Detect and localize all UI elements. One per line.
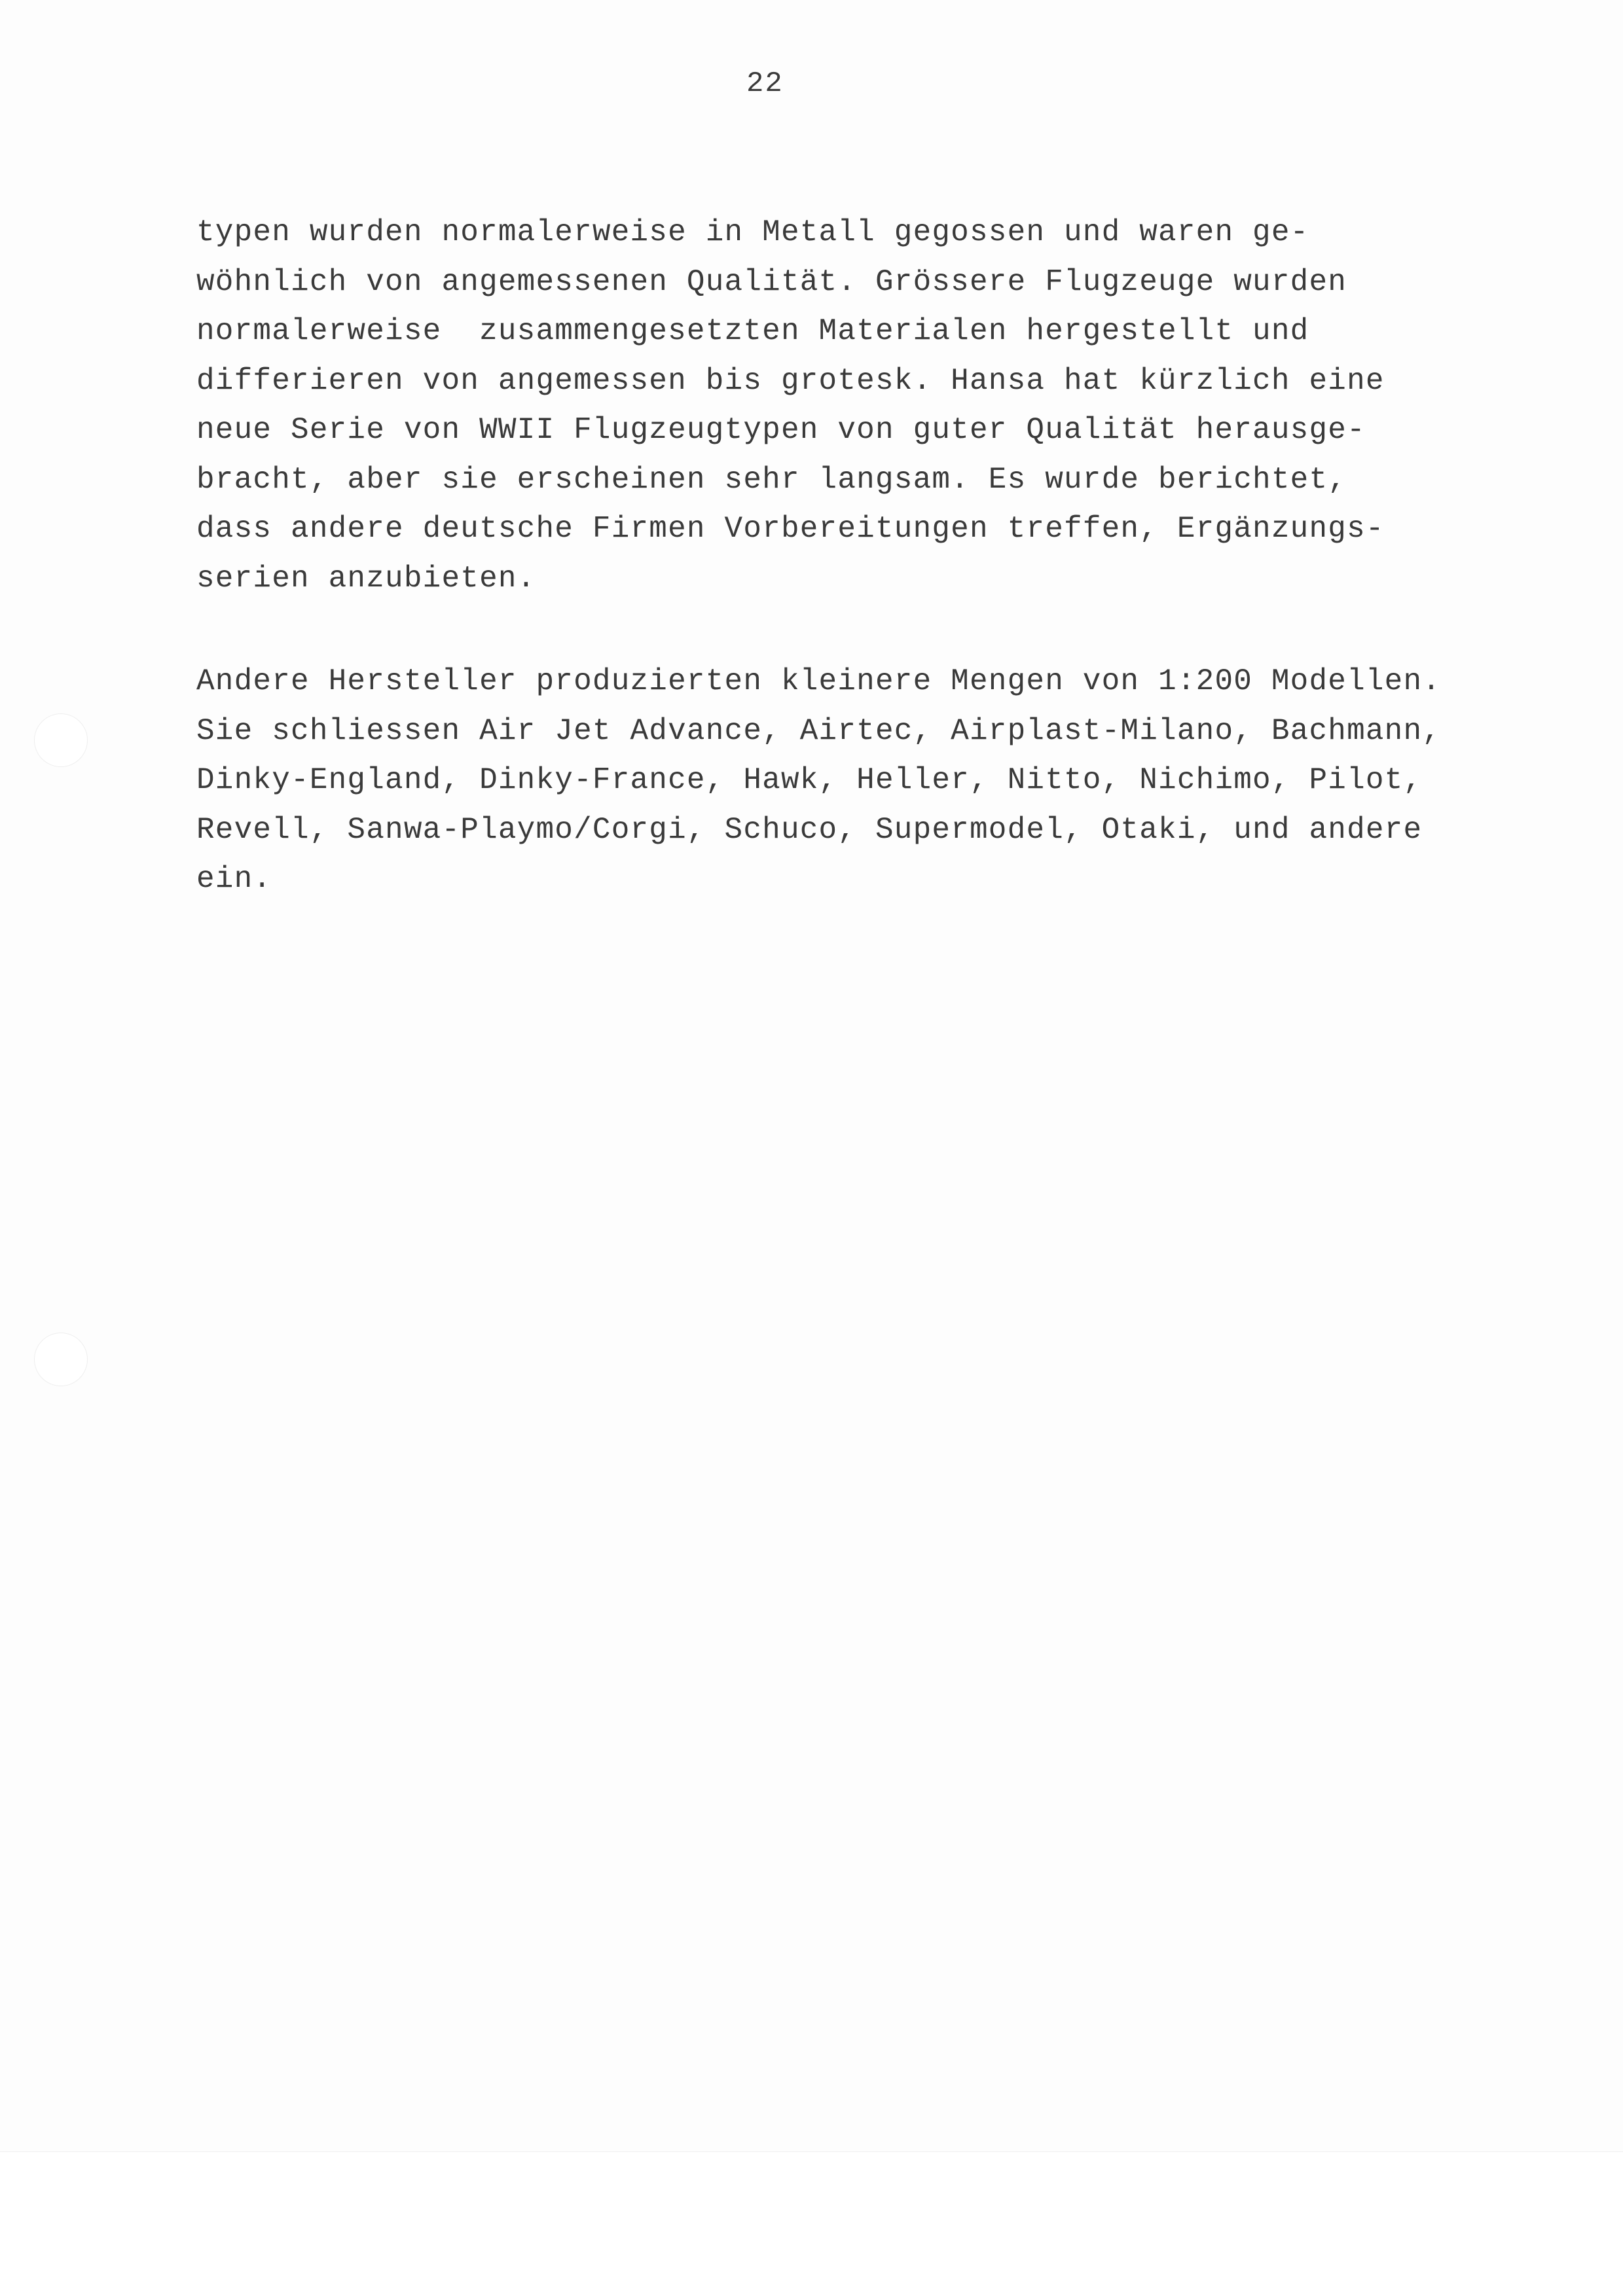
punch-hole-mark <box>34 1333 88 1386</box>
text-line: normalerweise zusammengesetzten Materialen hergestellt und <box>196 314 1309 348</box>
scan-bottom-margin <box>0 2151 1623 2296</box>
paragraph-1 <box>196 208 1545 603</box>
text-line: ein. <box>196 862 272 896</box>
paragraph-2 <box>196 657 1545 905</box>
text-line: Sie schliessen Air Jet Advance, Airtec, Airplast-Milano, Bachmann, <box>196 713 1442 748</box>
text-line: Revell, Sanwa-Playmo/Corgi, Schuco, Supermodel, Otaki, und andere <box>196 812 1423 847</box>
text-line: neue Serie von WWII Flugzeugtypen von guter Qualität herausge- <box>196 413 1366 447</box>
text-line: wöhnlich von angemessenen Qualität. Grössere Flugzeuge wurden <box>196 264 1347 299</box>
text-line: Andere Hersteller produzierten kleinere Mengen von 1:200 Modellen. <box>196 664 1442 698</box>
punch-hole-mark <box>34 713 88 767</box>
page-number: 22 <box>746 67 784 100</box>
text-line: typen wurden normalerweise in Metall gegossen und waren ge- <box>196 215 1309 249</box>
text-line: Dinky-England, Dinky-France, Hawk, Heller, Nitto, Nichimo, Pilot, <box>196 763 1423 797</box>
text-line: differieren von angemessen bis grotesk. Hansa hat kürzlich eine <box>196 363 1385 398</box>
text-line: bracht, aber sie erscheinen sehr langsam. Es wurde berichtet, <box>196 462 1347 497</box>
text-line: serien anzubieten. <box>196 561 536 596</box>
text-line: dass andere deutsche Firmen Vorbereitungen treffen, Ergänzungs- <box>196 512 1385 546</box>
